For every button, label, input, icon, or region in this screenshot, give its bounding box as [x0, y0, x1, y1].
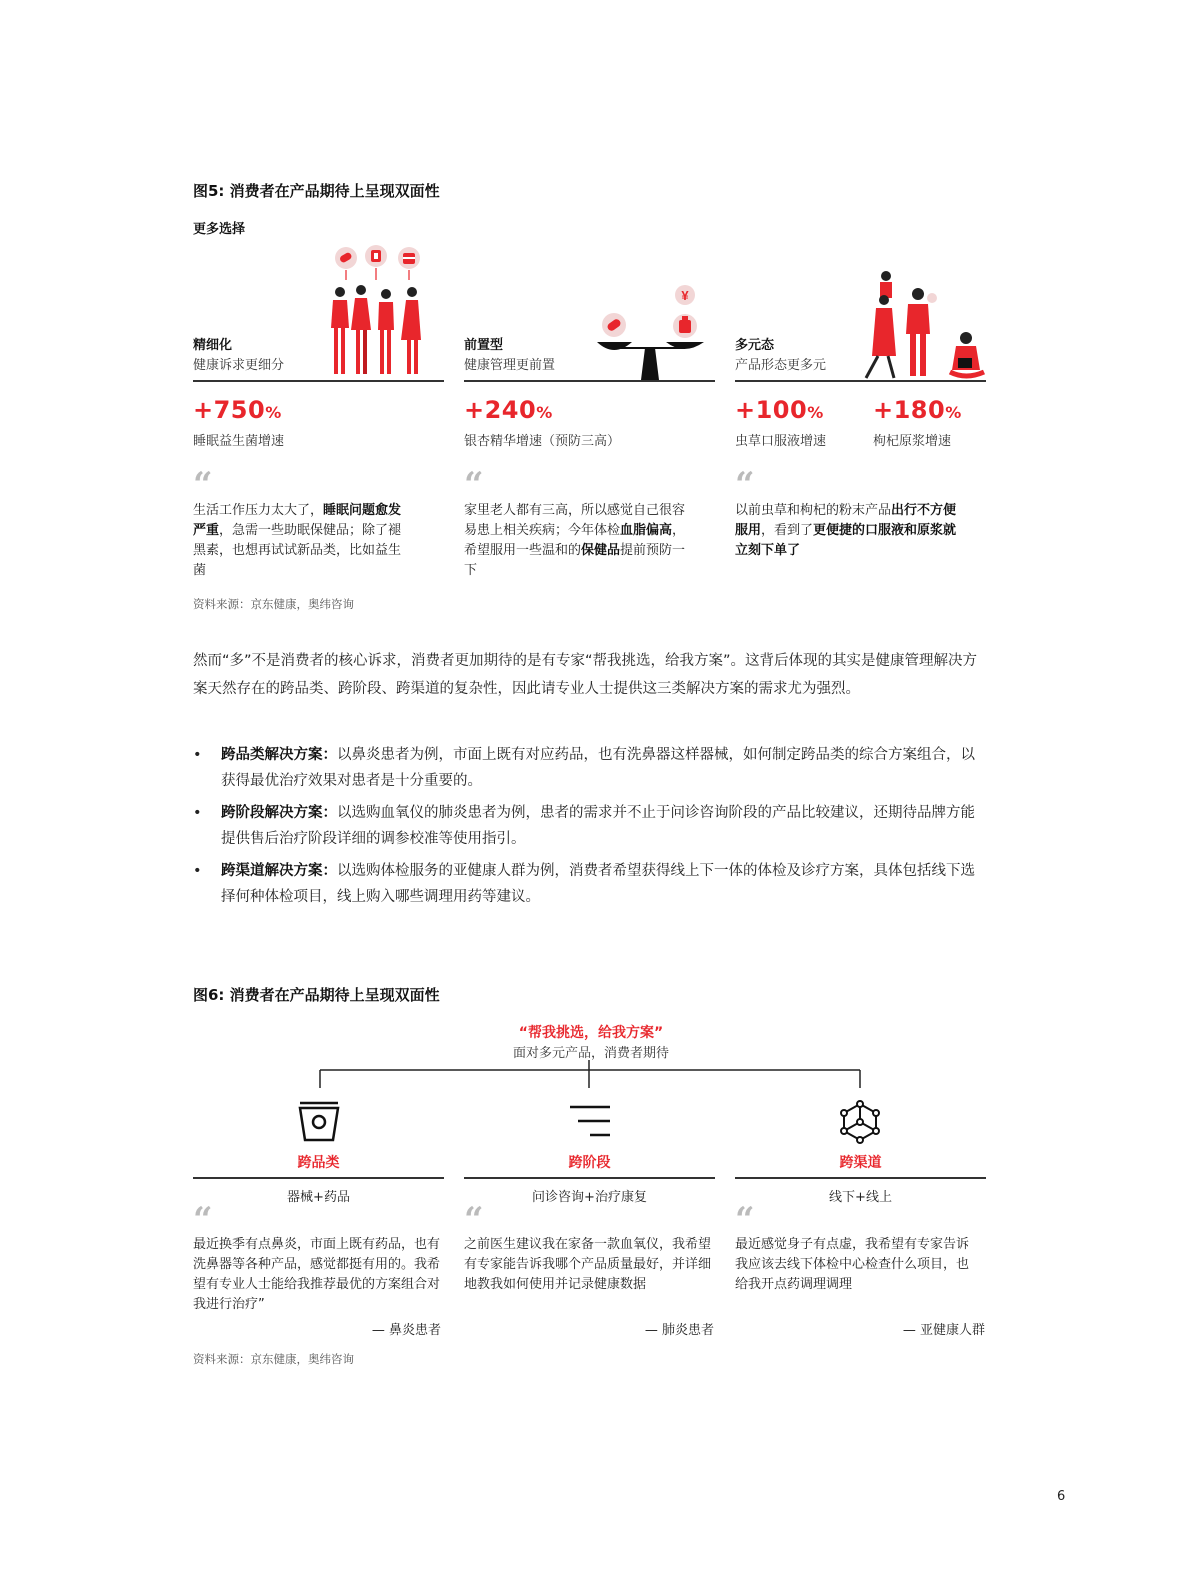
fig5-col1-rule — [193, 380, 444, 382]
body-paragraph: 然而“多”不是消费者的核心诉求，消费者更加期待的是有专家“帮我挑选，给我方案”。这背后体现的其实是健康管理解决方案天然存在的跨品类、跨阶段、跨渠道的复杂性，因此请专业人士提供这三类解决方案的需求尤为强烈。 — [193, 653, 978, 697]
fig5-col1-subheading: 健康诉求更细分 — [193, 358, 285, 373]
stat-ginkgo-label: 银杏精华增速（预防三高） — [464, 434, 621, 449]
fig5-col2-subheading: 健康管理更前置 — [464, 358, 556, 373]
fig5-subtitle: 更多选择 — [193, 222, 246, 237]
fig6-col3-heading: 跨渠道 — [839, 1155, 882, 1171]
page-number: 6 — [1057, 1489, 1066, 1504]
fig5-col2-heading: 前置型 — [464, 338, 504, 353]
stat-goji-label: 枸杞原浆增速 — [873, 434, 952, 449]
person-3 — [378, 289, 394, 374]
fig5-title: 图5: 消费者在产品期待上呈现双面性 — [193, 182, 440, 200]
fig6-source: 资料来源：京东健康，奥纬咨询 — [193, 1352, 354, 1366]
fig6-col3-scope: 线下+线上 — [829, 1190, 892, 1205]
person-4 — [401, 287, 421, 374]
laptop-figure — [950, 332, 984, 376]
stat-cordyceps: +100% — [735, 396, 824, 424]
fig6-col2-scope: 问诊咨询+治疗康复 — [532, 1190, 647, 1205]
person-1 — [331, 287, 349, 374]
fig6-col1-scope: 器械+药品 — [287, 1190, 350, 1205]
bottle-icon — [673, 314, 697, 338]
jar-bubble-icon — [398, 247, 420, 269]
fig6-col1-heading: 跨品类 — [297, 1155, 340, 1171]
medicine-bubble-icon — [365, 245, 387, 267]
adult-figure — [906, 288, 937, 376]
quote-mark-icon: “ — [735, 1200, 755, 1240]
fig5-col3-heading: 多元态 — [735, 338, 775, 353]
price-symbol: ¥ — [681, 288, 689, 303]
person-2 — [351, 285, 371, 374]
stat-goji: +180% — [873, 396, 962, 424]
quote-mark-icon: “ — [193, 1200, 213, 1240]
scale-illustration — [594, 282, 714, 382]
fig6-subline: 面对多元产品，消费者期待 — [512, 1046, 669, 1061]
quote-mark-icon: “ — [193, 465, 213, 505]
coin-icon — [675, 285, 695, 305]
connector-bracket — [310, 1060, 870, 1090]
fig6-col3-rule — [735, 1177, 986, 1179]
bullet-item: • 跨品类解决方案：以鼻炎患者为例，市面上既有对应药品，也有洗鼻器这样器械，如何制定跨品类的综合方案组合，以获得最优治疗效果对患者是十分重要的。 — [193, 747, 975, 789]
fig6-col2-rule — [464, 1177, 715, 1179]
fig6-col3-attribution: — 亚健康人群 — [902, 1323, 985, 1338]
bullet-item: • 跨渠道解决方案：以选购体检服务的亚健康人群为例，消费者希望获得线上下一体的体检及诊疗方案，具体包括线下选择何种体检项目，线上购入哪些调理用药等建议。 — [193, 863, 975, 905]
bullet-item: • 跨阶段解决方案：以选购血氧仪的肺炎患者为例，患者的需求并不止于问诊咨询阶段的产品比较建议，还期待品牌方能提供售后治疗阶段详细的调参校准等使用指引。 — [193, 805, 975, 847]
fig5-col3-rule — [735, 380, 986, 382]
fig6-col2-attribution: — 肺炎患者 — [644, 1323, 714, 1338]
people-health-illustration — [326, 244, 430, 384]
fig5-source: 资料来源：京东健康，奥纬咨询 — [193, 597, 354, 611]
bullet-list — [193, 742, 989, 910]
quote-mark-icon: “ — [464, 465, 484, 505]
fig5-col3-quote: 以前虫草和枸杞的粉末产品出行不方便服用，看到了更便捷的口服液和原浆就立刻下单了 — [735, 503, 957, 558]
network-cube-icon — [838, 1100, 882, 1144]
fig5-col2-rule — [464, 380, 715, 382]
stat-sleep-probiotic-label: 睡眠益生菌增速 — [193, 434, 285, 449]
fig5-col1-heading: 精细化 — [193, 338, 233, 353]
fig6-headline: “帮我挑选，给我方案” — [518, 1025, 664, 1041]
fig5-col2-quote: 家里老人都有三高，所以感觉自己很容易患上相关疾病；今年体检血脂偏高，希望服用一些温和的保健品提前预防一下 — [464, 503, 686, 578]
parent-child-figure — [866, 271, 896, 378]
family-illustration — [860, 268, 990, 382]
fig6-col3-quote: 最近感觉身子有点虚，我希望有专家告诉我应该去线下体检中心检查什么项目，也给我开点药调理调理 — [735, 1237, 970, 1292]
quote-mark-icon: “ — [735, 465, 755, 505]
fig6-col1-rule — [193, 1177, 444, 1179]
basket-icon — [296, 1100, 342, 1142]
stat-ginkgo: +240% — [464, 396, 553, 424]
quote-mark-icon: “ — [464, 1200, 484, 1240]
fig5-col3-subheading: 产品形态更多元 — [735, 358, 827, 373]
stages-lines-icon — [568, 1104, 612, 1140]
stat-cordyceps-label: 虫草口服液增速 — [735, 434, 827, 449]
fig6-col2-quote: 之前医生建议我在家备一款血氧仪，我希望有专家能告诉我哪个产品质量最好，并详细地教我如何使用并记录健康数据 — [464, 1237, 712, 1292]
fig5-col1-quote: 生活工作压力太大了，睡眠问题愈发严重，急需一些助眠保健品；除了褪黑素，也想再试试新品类，比如益生菌 — [193, 503, 402, 578]
fig6-col1-quote: 最近换季有点鼻炎，市面上既有药品，也有洗鼻器等各种产品，感觉都挺有用的。我希望有专业人士能给我推荐最优的方案组合对我进行治疗” — [193, 1237, 441, 1312]
pill-icon — [602, 313, 626, 337]
fig6-col2-heading: 跨阶段 — [568, 1155, 611, 1171]
fig6-title: 图6: 消费者在产品期待上呈现双面性 — [193, 986, 440, 1004]
stat-sleep-probiotic: +750% — [193, 396, 282, 424]
pill-bubble-icon — [335, 247, 357, 269]
fig6-col1-attribution: — 鼻炎患者 — [371, 1323, 441, 1338]
